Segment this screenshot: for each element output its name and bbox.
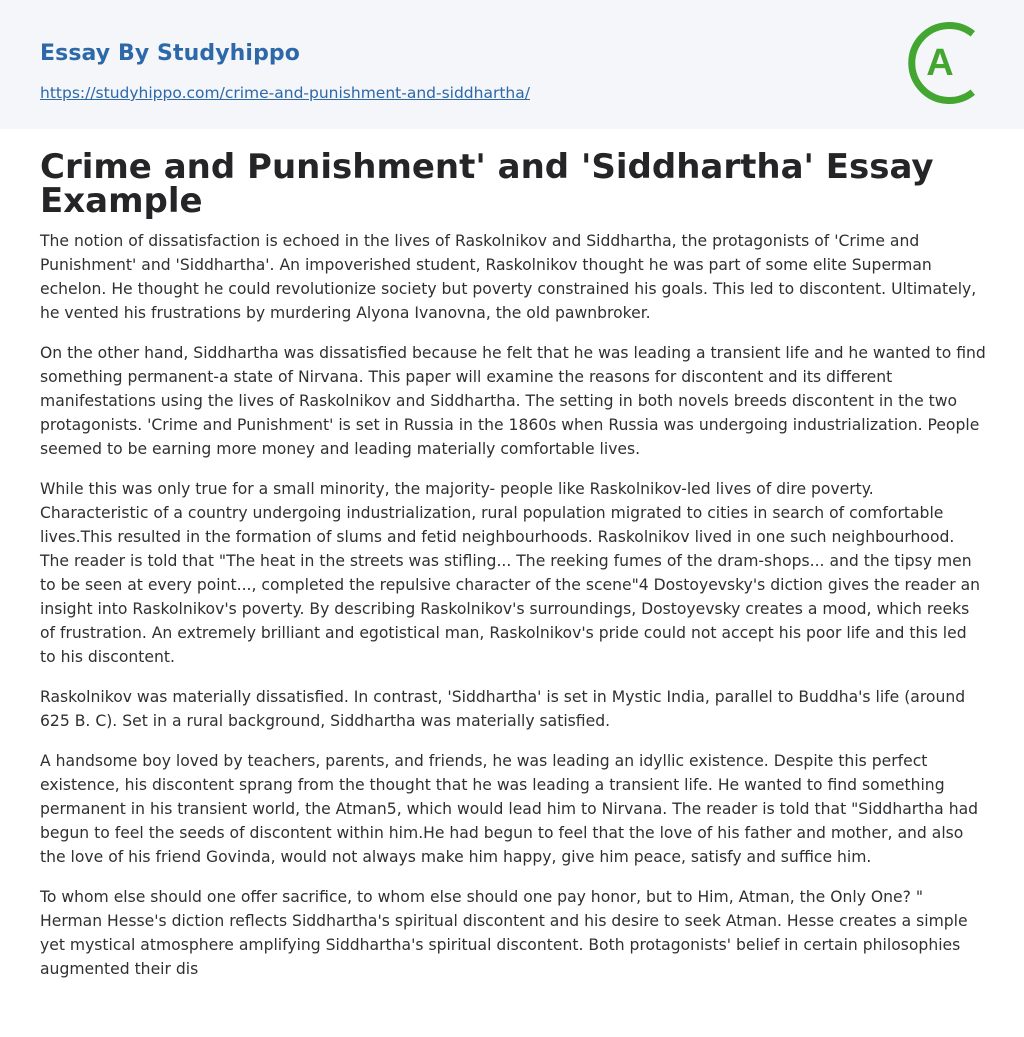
brand-title[interactable]: Essay By Studyhippo: [40, 41, 300, 66]
source-url-link[interactable]: https://studyhippo.com/crime-and-punishment-and-siddhartha/: [40, 84, 530, 102]
essay-paragraph: To whom else should one offer sacrifice, to whom else should one pay honor, but to Him, Atman, the Only One? " Herman Hesse's diction reflects Siddhartha's spiritual discontent and his desire to seek Atman. Hesse creates a simple yet mystical atmosphere amplifying Siddhartha's spiritual discontent. Both protagonists' belief in certain philosophies augmented their dis: [40, 888, 968, 978]
essay-paragraph: Raskolnikov was materially dissatisfied. In contrast, 'Siddhartha' is set in Mystic India, parallel to Buddha's life (around 625 B. C). Set in a rural background, Siddhartha was materially satisfied.: [40, 688, 966, 730]
essay-paragraph: The notion of dissatisfaction is echoed in the lives of Raskolnikov and Siddhartha, the protagonists of 'Crime and Punishment' and 'Siddhartha'. An impoverished student, Raskolnikov thought he was part of some elite Superman echelon. He thought he could revolutionize society but poverty constrained his goals. This led to discontent. Ultimately, he vented his frustrations by murdering Alyona Ivanovna, the old pawnbroker.: [40, 232, 977, 322]
page-header: [0, 0, 1024, 129]
essay-body: [40, 229, 986, 997]
essay-title: Crime and Punishment' and 'Siddhartha' Essay Example: [40, 147, 934, 221]
essay-paragraph: While this was only true for a small minority, the majority- people like Raskolnikov-led lives of dire poverty. Characteristic of a country undergoing industrialization, rural population migrated to cities in search of comfortable lives.This resulted in the formation of slums and fetid neighbourhoods. Raskolnikov lived in one such neighbourhood. The reader is told that "The heat in the streets was stifling... The reeking fumes of the dram-shops... and the tipsy men to be seen at every point..., completed the repulsive character of the scene"4 Dostoyevsky's diction gives the reader an insight into Raskolnikov's poverty. By describing Raskolnikov's surroundings, Dostoyevsky creates a mood, which reeks of frustration. An extremely brilliant and egotistical man, Raskolnikov's pride could not accept his poor life and this led to his discontent.: [40, 480, 981, 666]
logo-letter: A: [926, 42, 954, 84]
essay-paragraph: A handsome boy loved by teachers, parents, and friends, he was leading an idyllic existence. Despite this perfect existence, his discontent sprang from the thought that he was leading a transient life. He wanted to find something permanent in his transient world, the Atman5, which would lead him to Nirvana. The reader is told that "Siddhartha had begun to feel the seeds of discontent within him.He had begun to feel that the love of his father and mother, and also the love of his friend Govinda, would not always make him happy, give him peace, satisfy and suffice him.: [40, 752, 979, 866]
essay-paragraph: On the other hand, Siddhartha was dissatisfied because he felt that he was leading a transient life and he wanted to find something permanent-a state of Nirvana. This paper will examine the reasons for discontent and its different manifestations using the lives of Raskolnikov and Siddhartha. The setting in both novels breeds discontent in the two protagonists. 'Crime and Punishment' is set in Russia in the 1860s when Russia was undergoing industrialization. People seemed to be earning more money and leading materially comfortable lives.: [40, 344, 986, 458]
studyhippo-logo-icon[interactable]: [906, 19, 988, 107]
